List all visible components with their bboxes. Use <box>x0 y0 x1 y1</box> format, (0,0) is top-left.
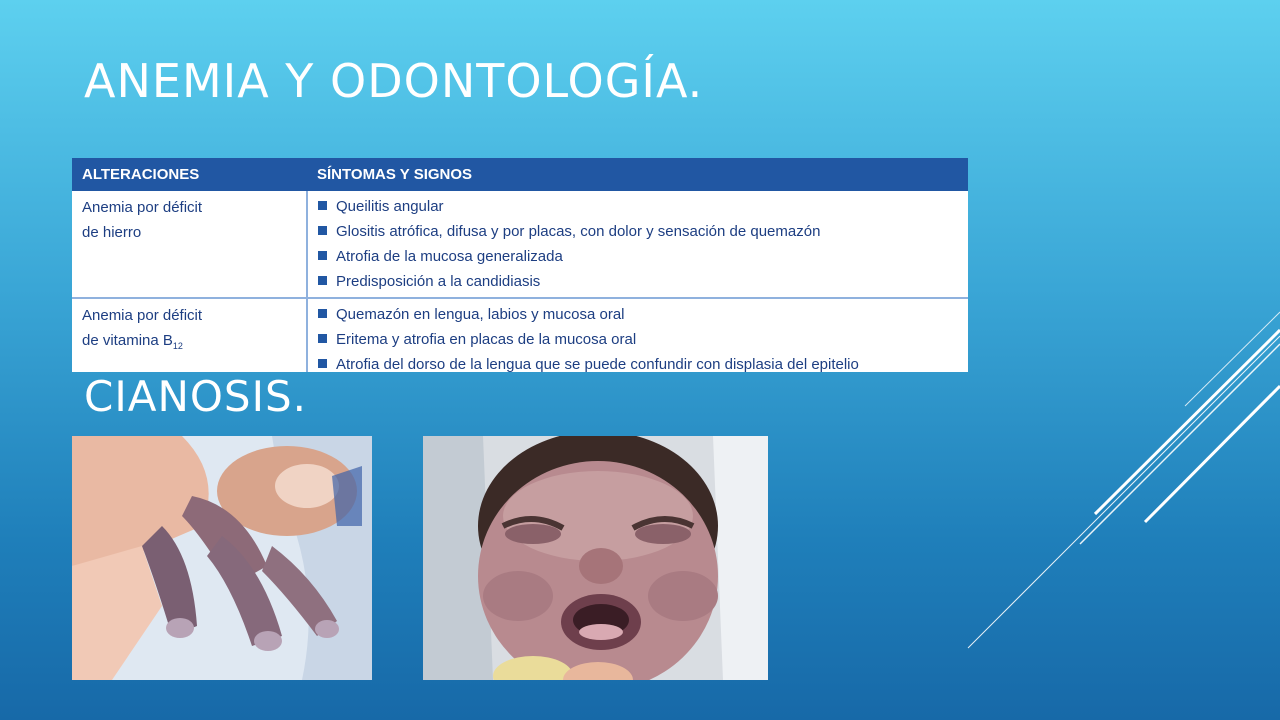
symptom-item <box>318 327 958 352</box>
symptom-text: Quemazón en lengua, labios y mucosa oral <box>336 306 625 323</box>
alteration-line: de hierro <box>82 224 142 241</box>
symptom-text: Eritema y atrofia en placas de la mucosa oral <box>336 331 637 348</box>
symptoms-cell <box>307 191 968 298</box>
symptom-item <box>318 352 958 372</box>
table-row <box>72 191 968 298</box>
slide-title: ANEMIA Y ODONTOLOGÍA. <box>84 54 704 108</box>
square-bullet-icon <box>318 309 327 318</box>
symptom-item <box>318 269 958 294</box>
table-row <box>72 298 968 372</box>
symptom-text: Atrofia del dorso de la lengua que se puede confundir con displasia del epitelio <box>336 356 859 372</box>
symptom-item <box>318 219 958 244</box>
square-bullet-icon <box>318 359 327 368</box>
symptom-text: Queilitis angular <box>336 198 444 215</box>
symptom-item <box>318 302 958 327</box>
square-bullet-icon <box>318 276 327 285</box>
square-bullet-icon <box>318 251 327 260</box>
header-alteraciones: ALTERACIONES <box>72 158 307 191</box>
slide-subtitle: CIANOSIS. <box>84 372 307 421</box>
alteration-line <box>82 328 296 359</box>
alteration-cell <box>72 298 307 372</box>
header-sintomas: SÍNTOMAS Y SIGNOS <box>307 158 968 191</box>
subscript: 12 <box>172 341 183 351</box>
photo-cyanotic-infant <box>423 436 768 680</box>
square-bullet-icon <box>318 334 327 343</box>
alteration-line: Anemia por déficit <box>82 199 203 216</box>
symptom-item <box>318 194 958 219</box>
symptom-text: Atrofia de la mucosa generalizada <box>336 248 563 265</box>
square-bullet-icon <box>318 226 327 235</box>
symptom-item <box>318 244 958 269</box>
decorative-lines <box>940 300 1280 720</box>
alteration-cell <box>72 191 307 298</box>
symptom-text: Predisposición a la candidiasis <box>336 273 541 290</box>
alteration-text: de vitamina B <box>82 332 173 349</box>
symptoms-cell <box>307 298 968 372</box>
photo-cyanotic-hand <box>72 436 372 680</box>
symptom-text: Glositis atrófica, difusa y por placas, con dolor y sensación de quemazón <box>336 223 821 240</box>
symptoms-table <box>72 158 968 372</box>
square-bullet-icon <box>318 201 327 210</box>
alteration-line: Anemia por déficit <box>82 307 203 324</box>
